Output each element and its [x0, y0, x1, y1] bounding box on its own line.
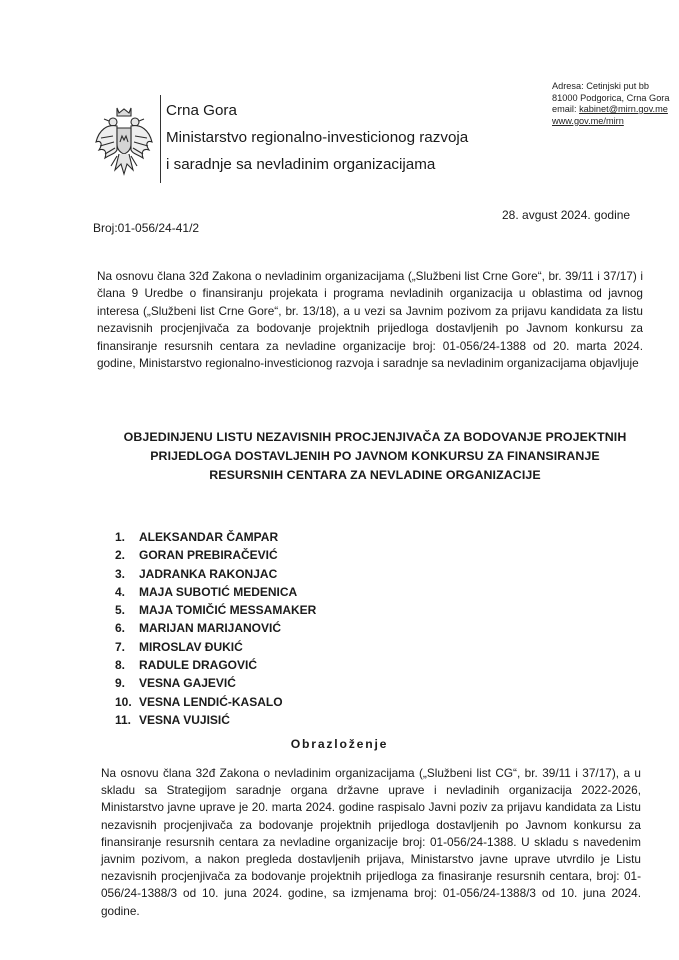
item-number: 7. [115, 639, 126, 654]
item-number: 6. [115, 621, 126, 636]
list-item [115, 656, 316, 674]
item-number: 8. [115, 658, 126, 673]
list-item [115, 638, 316, 656]
heading-line1: OBJEDINJENU LISTU NEZAVISNIH PROCJENJIVAČA ZA BODOVANJE PROJEKTNIH [123, 430, 627, 444]
country-name: Crna Gora [166, 102, 237, 119]
list-item [115, 711, 316, 729]
evaluator-name: MAJA SUBOTIĆ MEDENICA [139, 584, 298, 599]
ministry-name-line2: i saradnje sa nevladinim organizacijama [166, 156, 436, 173]
list-item [115, 693, 316, 711]
website-link[interactable]: www.gov.me/mirn [552, 115, 624, 126]
list-heading [95, 428, 655, 485]
evaluator-name: JADRANKA RAKONJAC [139, 566, 278, 581]
list-item [115, 546, 316, 564]
evaluators-list [115, 528, 316, 729]
list-item [115, 528, 316, 546]
evaluator-name: ALEKSANDAR ČAMPAR [139, 530, 279, 544]
item-number: 3. [115, 566, 126, 581]
item-number: 10. [115, 694, 132, 709]
item-number: 5. [115, 603, 126, 618]
item-number: 4. [115, 584, 126, 599]
header-divider [160, 95, 161, 183]
evaluator-name: VESNA LENDIĆ-KASALO [139, 694, 283, 709]
item-number: 1. [115, 530, 126, 544]
evaluator-name: MARIJAN MARIJANOVIĆ [139, 621, 282, 636]
document-date: 28. avgust 2024. godine [502, 208, 631, 222]
evaluator-name: VESNA VUJISIĆ [139, 712, 230, 727]
evaluator-name: MIROSLAV ĐUKIĆ [139, 639, 243, 654]
item-number: 2. [115, 548, 126, 563]
coat-of-arms-icon [93, 104, 155, 182]
list-item [115, 619, 316, 637]
list-item [115, 601, 316, 619]
explanation-paragraph: Na osnovu člana 32đ Zakona o nevladinim organizacijama („Službeni list CG“, br. 39/11 i 37/17), a u skladu sa Strategijom saradnje organa državne uprave i nevladinih organizacija 2022-2026, Ministarstvo javne uprave je 20. marta 2024. godine raspisalo Javni poziv za prijavu kandidata za Listu nezavisnih procjenjivača za bodovanje projektnih prijedloga dostavljenih po Javnom konkursu za finansiranje resursnih centara za nevladine organizacije broj: 01-056/24-1388. U skladu s navedenim javnim pozivom, a nakon pregleda dostavljenih prijava, Ministarstvo javne uprave utvrdilo je Listu nezavisnih procjenjivača za bodovanje projektnih prijedloga za finasiranje resursnih centara, broj: 01-056/24-1388/3 od 10. juna 2024. godine, sa izmjenama broj: 01-056/24-1388/3 od 10. juna 2024. godine. [101, 766, 641, 918]
document-number: Broj:01-056/24-41/2 [93, 221, 200, 235]
address-city: 81000 Podgorica, Crna Gora [552, 92, 670, 103]
explanation-title: Obrazloženje [290, 737, 389, 751]
list-item [115, 565, 316, 583]
item-number: 9. [115, 676, 126, 691]
list-item [115, 674, 316, 692]
email-link[interactable]: kabinet@mirn.gov.me [579, 104, 668, 114]
ministry-name-line1: Ministarstvo regionalno-investicionog razvoja [166, 129, 469, 146]
address-street: Adresa: Cetinjski put bb [552, 81, 650, 91]
evaluator-name: RADULE DRAGOVIĆ [139, 658, 258, 673]
email-label: email: [552, 104, 580, 114]
list-item [115, 583, 316, 601]
heading-line3: RESURSNIH CENTARA ZA NEVLADINE ORGANIZACIJE [209, 468, 541, 482]
address-block [552, 81, 669, 127]
item-number: 11. [115, 712, 132, 727]
heading-line2: PRIJEDLOGA DOSTAVLJENIH PO JAVNOM KONKURSU ZA FINANSIRANJE [150, 449, 600, 463]
evaluator-name: MAJA TOMIČIĆ MESSAMAKER [139, 603, 317, 618]
email-line [552, 104, 669, 116]
ministry-block [166, 97, 468, 178]
intro-paragraph: Na osnovu člana 32đ Zakona o nevladinim organizacijama („Službeni list Crne Gore“, br. 39/11 i 37/17) i člana 9 Uredbe o finansiranju projekata i programa nevladinih organizacija u oblastima od javnog interesa („Službeni list Crne Gore“, br. 13/18), a u vezi sa Javnim pozivom za prijavu kandidata za listu nezavisnih procjenjivača za bodovanje projektnih prijedloga dostavljenih po Javnom konkursu za finansiranje resursnih centara za nevladine organizacije broj: 01-056/24-1388 od 20. marta 2024. godine, Ministarstvo regionalno-investicionog razvoja i saradnje sa nevladinim organizacijama objavljuje [97, 269, 643, 371]
evaluator-name: GORAN PREBIRAČEVIĆ [139, 548, 278, 563]
evaluator-name: VESNA GAJEVIĆ [139, 676, 236, 691]
